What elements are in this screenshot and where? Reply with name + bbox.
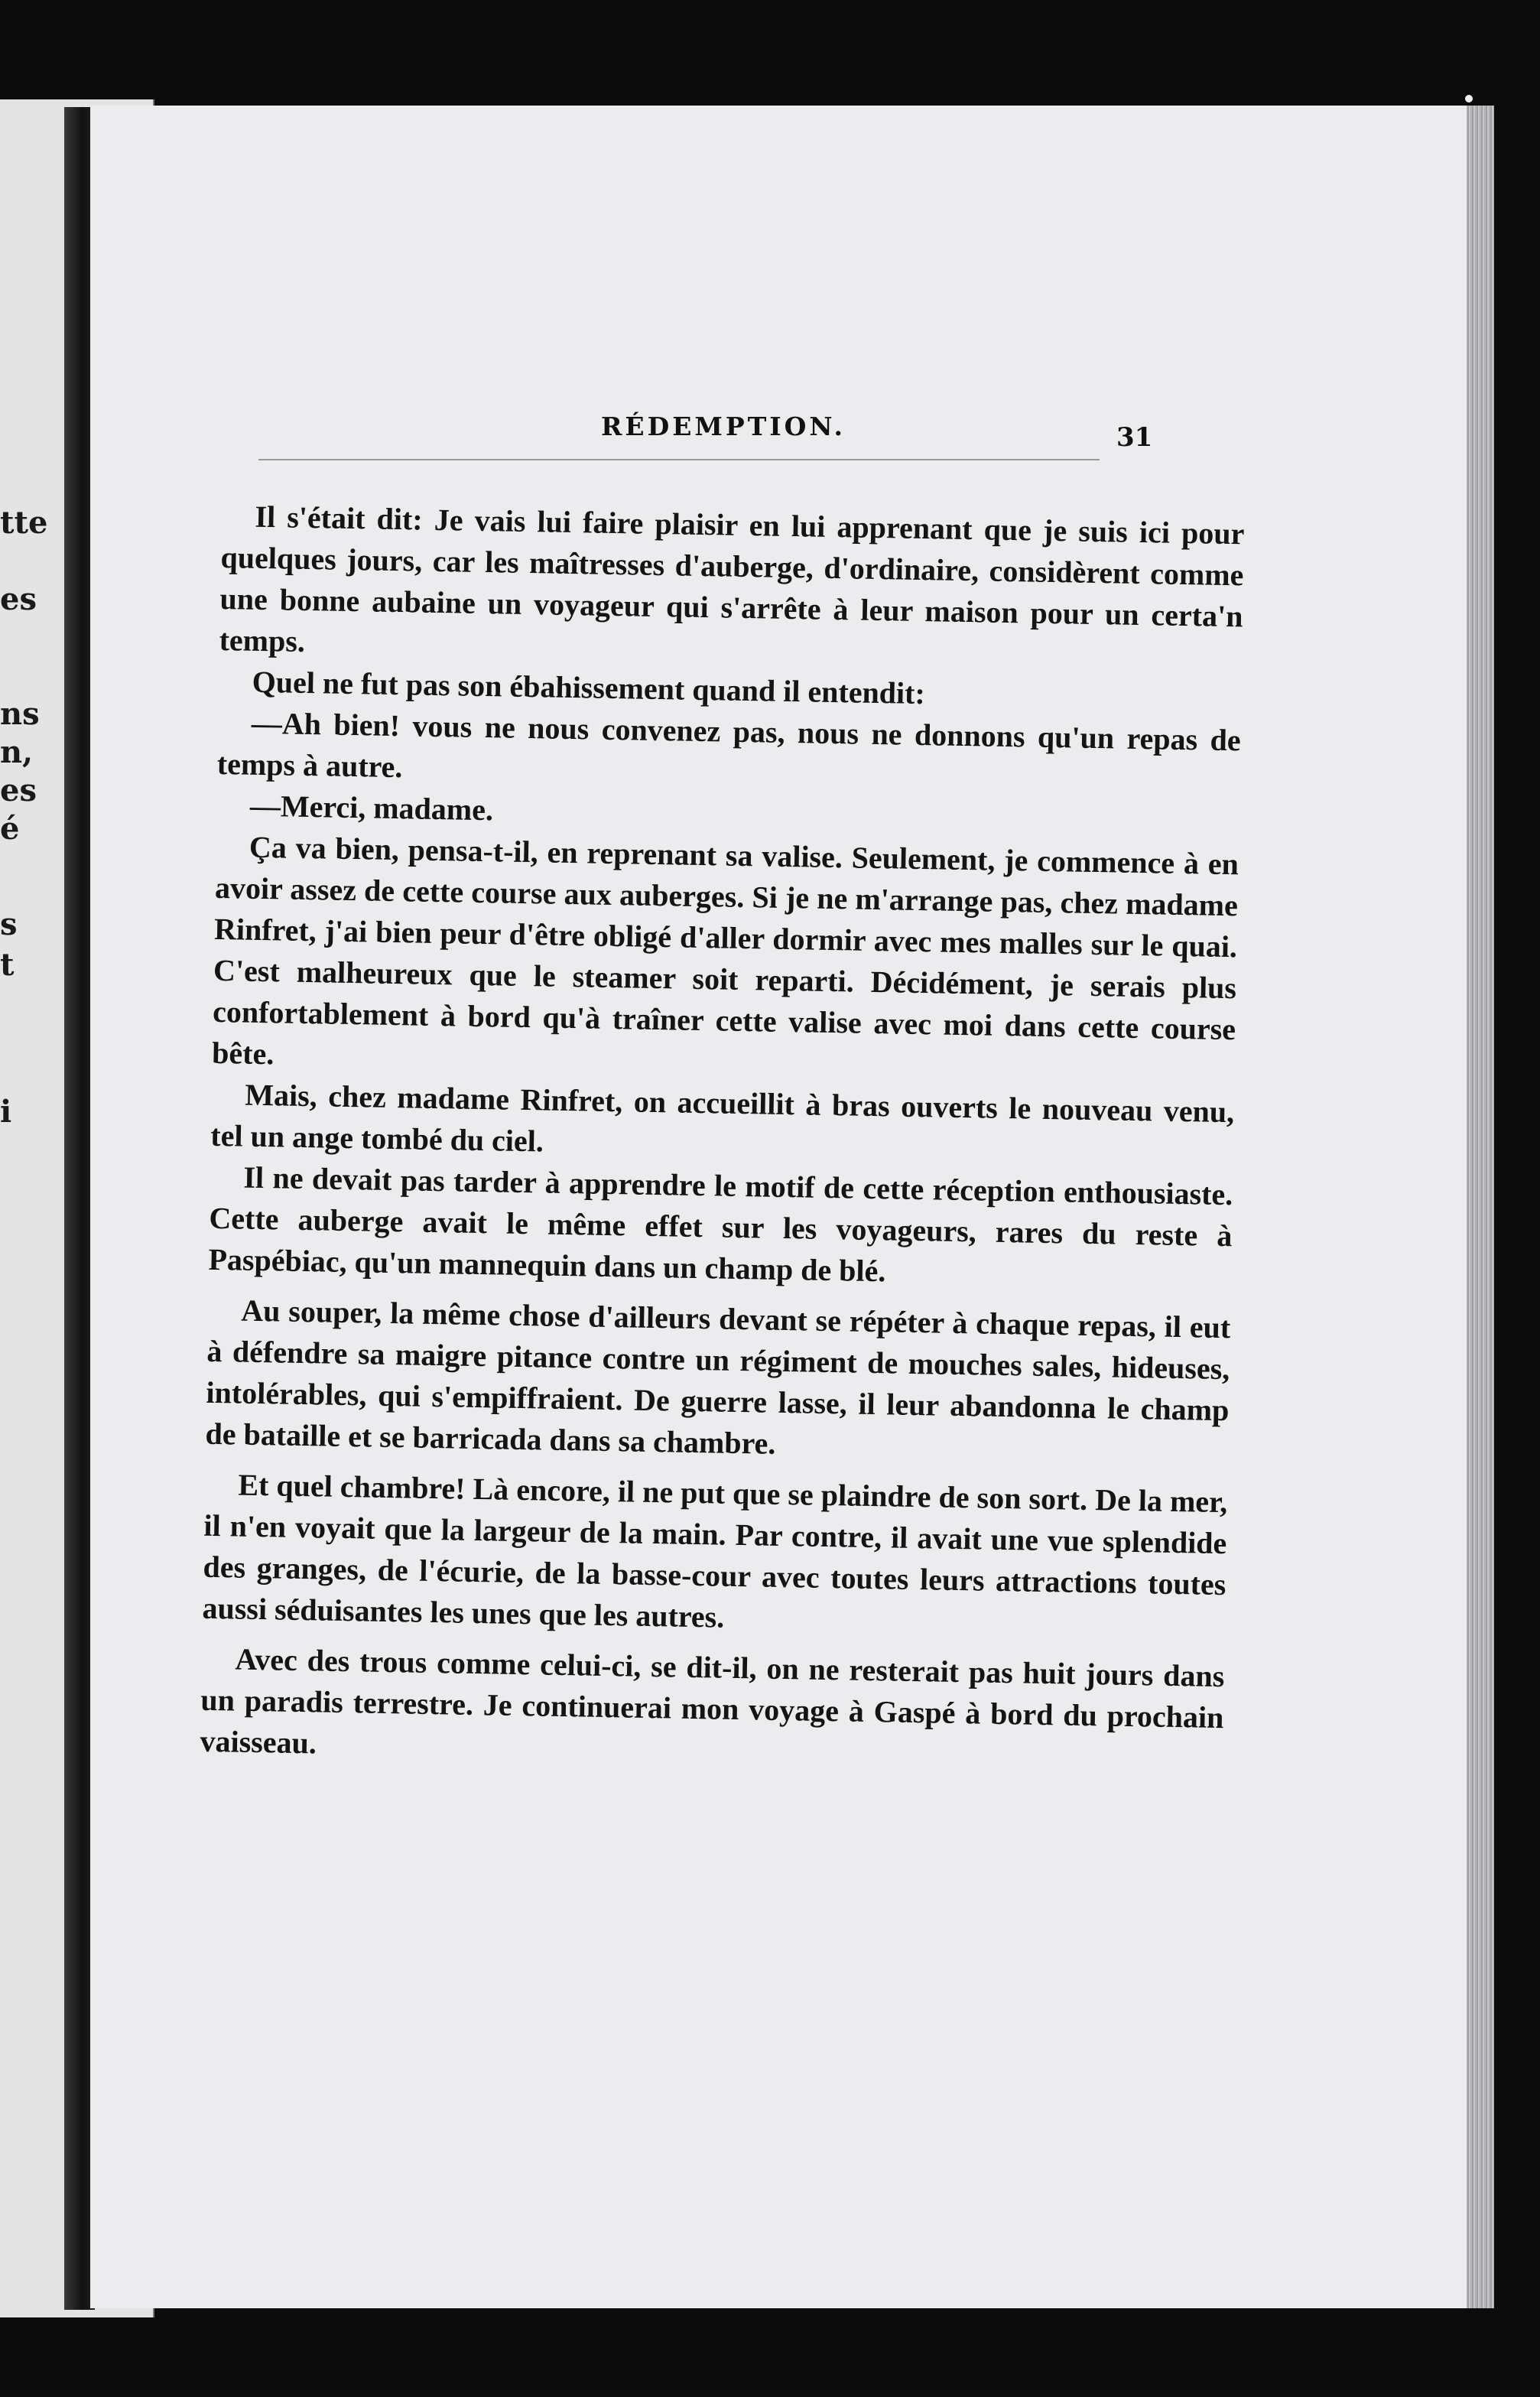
- paragraph: Ça va bien, pensa-t-il, en reprenant sa valise. Seulement, je commence à en avoir assez de cette course aux auberges. Si je ne m'arrange pas, chez madame Rinfret, j'ai bien peur d'être obligé d'aller dormir avec mes malles sur le quai. C'est malheureux que le steamer soit reparti. Décidément, je serais plus confortablement à bord qu'à traîner cette valise avec moi dans cette course bête.: [211, 829, 1239, 1072]
- paragraph: Et quel chambre! Là encore, il ne put que se plaindre de son sort. De la mer, il n'en voyait que la largeur de la main. Par contre, il avait une vue splendide des granges, de l'écurie, de la basse-cour avec toutes leurs attractions toutes aussi séduisantes les unes que les autres.: [202, 1467, 1228, 1634]
- paragraph: Quel ne fut pas son ébahissement quand il entendit:: [252, 664, 926, 711]
- previous-page-fragment: s: [0, 906, 18, 942]
- header-rule: [258, 459, 1100, 460]
- paragraph: Au souper, la même chose d'ailleurs devant se répéter à chaque repas, il eut à défendre sa maigre pitance contre un régiment de mouches sales, hideuses, intolérables, qui s'empiffraient. De guerre lasse, il leur abandonna le champ de bataille et se barricada dans sa chambre.: [205, 1293, 1231, 1461]
- paragraph: Il ne devait pas tarder à apprendre le motif de cette réception enthousiaste. Cette auberge avait le même effet sur les voyageurs, rares du reste à Paspébiac, qu'un mannequin dans un champ de blé.: [208, 1159, 1233, 1289]
- previous-page-fragment: ns: [0, 696, 40, 732]
- previous-page-fragment: es: [0, 772, 37, 808]
- previous-page-fragment: t: [0, 947, 15, 983]
- page-number: 31: [1116, 422, 1153, 453]
- previous-page-fragment: i: [0, 1094, 12, 1130]
- page-edge-stack: [1467, 106, 1494, 2308]
- running-head: RÉDEMPTION.: [601, 411, 846, 441]
- paragraph: Avec des trous comme celui-ci, se dit-il, on ne resterait pas huit jours dans un paradis terrestre. Je continuerai mon voyage à Gaspé à bord du prochain vaisseau.: [200, 1641, 1225, 1761]
- book-page: [90, 106, 1494, 2308]
- paragraph: —Ah bien! vous ne nous convenez pas, nous ne donnons qu'un repas de temps à autre.: [216, 705, 1242, 785]
- scan-speck: [1465, 95, 1473, 102]
- previous-page-fragment: n,: [0, 734, 34, 770]
- body-text: [200, 496, 1245, 1780]
- paragraph: Il s'était dit: Je vais lui faire plaisir en lui apprenant que je suis ici pour quelques jours, car les maîtresses d'auberge, d'ordinaire, considèrent comme une bonne aubaine un voyageur qui s'arrête à leur maison pour un certa'n temps.: [219, 499, 1245, 659]
- previous-page-fragment: es: [0, 581, 37, 617]
- previous-page-fragment: é: [0, 811, 20, 847]
- paragraph: Mais, chez madame Rinfret, on accueillit à bras ouverts le nouveau venu, tel un ange tombé du ciel.: [210, 1077, 1235, 1159]
- paragraph: —Merci, madame.: [249, 788, 494, 828]
- previous-page-fragment: tte: [0, 505, 48, 541]
